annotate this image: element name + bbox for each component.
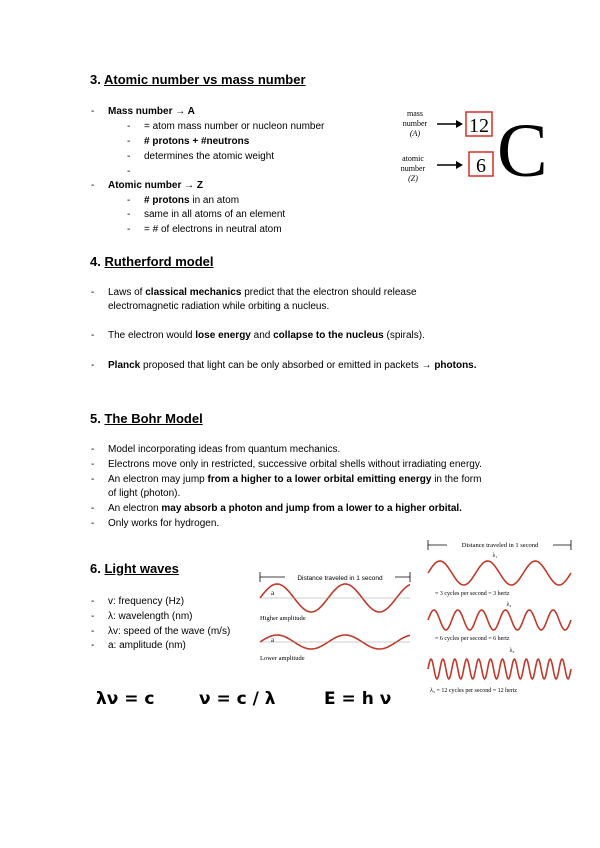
formula: λν = c — [96, 689, 155, 709]
frequency-wave-figure — [425, 538, 575, 698]
amplitude-wave-figure — [255, 568, 430, 668]
higher-amplitude-label: Higher amplitude — [260, 615, 306, 622]
arrow-head — [456, 161, 463, 169]
formula: E = h ν — [324, 689, 392, 709]
section-4-heading: 4. Rutherford model — [90, 254, 214, 269]
wavelength-label: λ₁ — [492, 553, 498, 559]
wavelength-label: λ₂ — [506, 602, 512, 608]
atomic-label-line: atomic — [402, 154, 424, 163]
section-5-heading: 5. The Bohr Model — [90, 411, 203, 426]
atomic-label-line: number — [400, 164, 426, 173]
element-symbol: C — [497, 109, 548, 192]
section-6-heading: 6. Light waves — [90, 561, 179, 576]
amplitude-label: a — [271, 589, 275, 597]
formula: ν = c / λ — [199, 689, 276, 709]
section-3-heading — [90, 72, 306, 87]
atomic-value: 6 — [476, 155, 486, 177]
wavelength-label: λ₃ — [509, 648, 515, 654]
wave-3hz — [428, 561, 571, 585]
carbon-notation-figure — [385, 100, 555, 192]
mass-label-line: number — [402, 119, 428, 128]
section-title: Atomic number vs mass number — [103, 72, 306, 87]
mass-value: 12 — [469, 115, 489, 137]
wave-12hz — [428, 659, 571, 679]
wave-caption: λ₃ = 12 cycles per second = 12 hertz — [430, 688, 518, 694]
distance-label: Distance traveled in 1 second — [461, 542, 539, 549]
wave-caption: = 3 cycles per second = 3 hertz — [435, 591, 510, 597]
wave-6hz — [428, 610, 571, 630]
section-number: 3. — [90, 72, 101, 87]
lower-amplitude-label: Lower amplitude — [260, 655, 305, 662]
distance-label: Distance traveled in 1 second — [297, 575, 383, 582]
atomic-label-line: (Z) — [408, 174, 418, 183]
wave-caption: = 6 cycles per second = 6 hertz — [435, 636, 510, 642]
amplitude-label: a — [271, 636, 275, 644]
mass-label-line: (A) — [409, 129, 421, 138]
arrow-head — [456, 120, 463, 128]
mass-label-line: mass — [407, 109, 423, 118]
